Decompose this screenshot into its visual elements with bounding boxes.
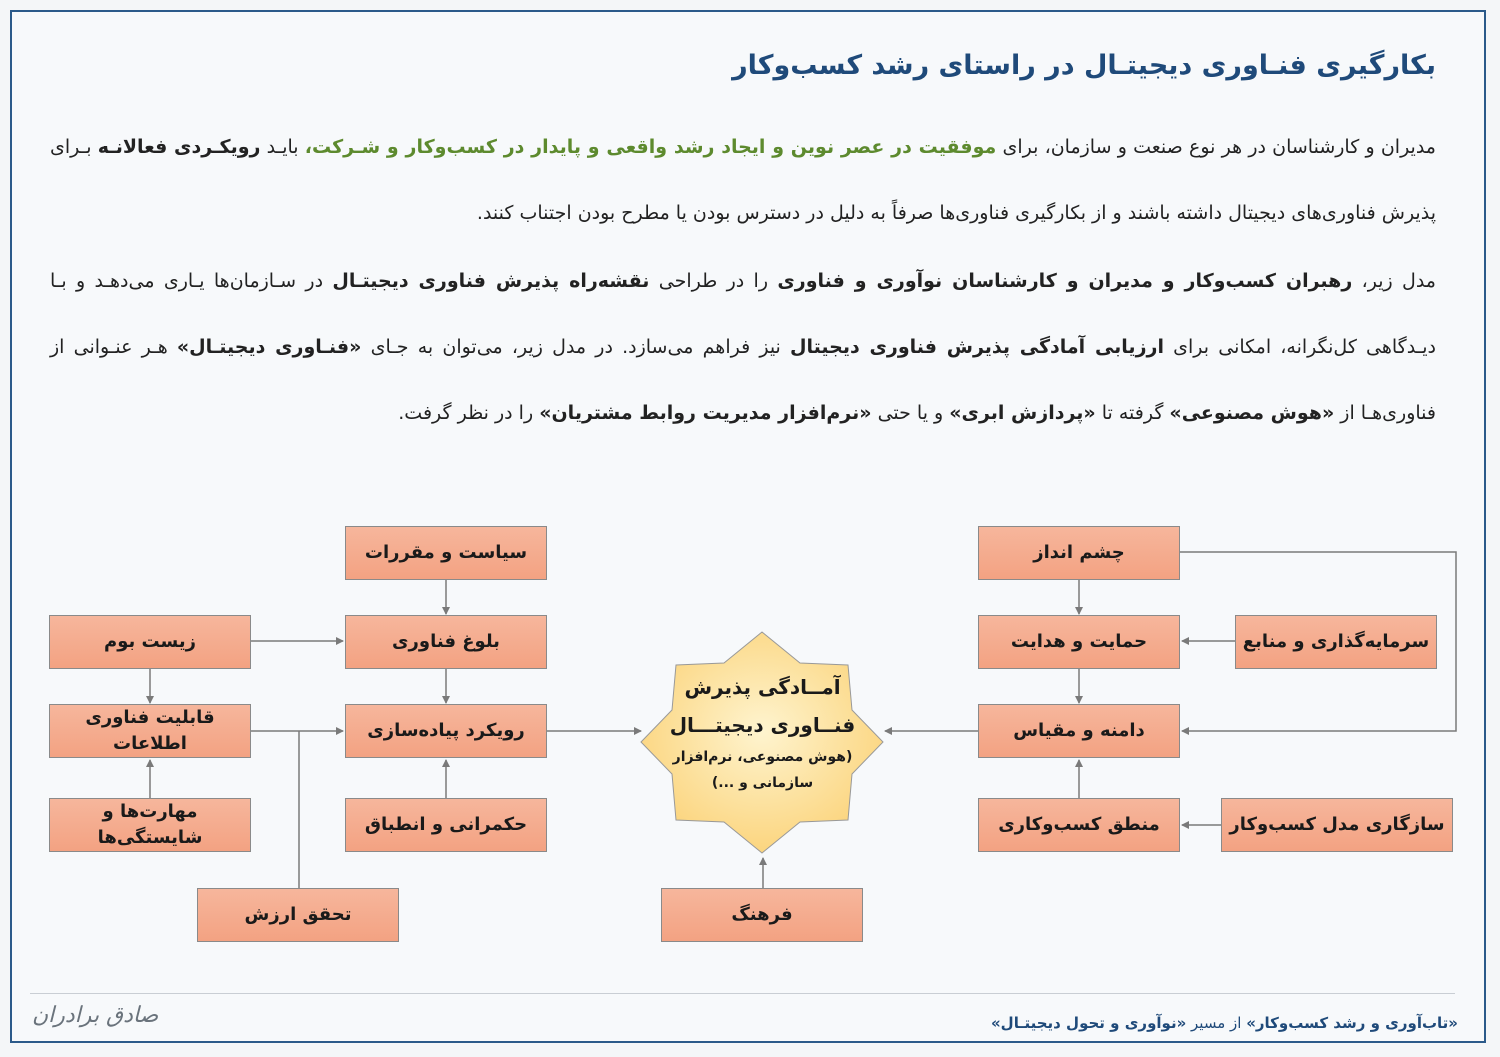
box-support-label: حمایت و هدایت <box>1010 631 1148 652</box>
box-support <box>978 615 1180 669</box>
box-investment <box>1235 615 1437 669</box>
center-line-2: فنــاوری دیجیتـــال <box>669 713 856 737</box>
box-value-realization <box>197 888 399 942</box>
p2-bold-crm: «نرم‌افزار مدیریت روابط مشتریان» <box>539 402 872 424</box>
box-skills-label-2: شایستگی‌ها <box>97 827 203 848</box>
box-implementation-label: رویکرد پیاده‌سازی <box>367 720 525 741</box>
p1-text-1: مدیران و کارشناسان در هر نوع صنعت و سازمان، برای <box>996 136 1436 158</box>
p1-highlight-success: موفقیت در عصر نوین و ایجاد رشد واقعی و پایدار در کسب‌وکار و شـرکت، <box>304 136 997 158</box>
readiness-label <box>655 668 870 796</box>
p2-bold-cloud: «پردازش ابری» <box>949 402 1096 424</box>
box-vision-label: چشم انداز <box>1033 542 1125 563</box>
p2-bold-digital-tech: «فنـاوری دیجیتـال» <box>176 336 362 358</box>
box-governance-label: حکمرانی و انطباق <box>364 814 528 835</box>
author-signature: صادق برادران <box>32 1003 159 1028</box>
box-value-label: تحقق ارزش <box>244 904 352 925</box>
box-business-logic-label: منطق کسب‌وکاری <box>998 814 1160 835</box>
box-investment-label: سرمایه‌گذاری و منابع <box>1242 631 1430 652</box>
box-skills <box>49 798 251 852</box>
p2-text-6: گرفته تا <box>1095 402 1170 424</box>
p2-text-3: در سـازمان‌ها یـاری می‌دهـد و بـا دیـدگاهی کل‌نگرانه، امکانی برای <box>50 270 1437 358</box>
box-culture <box>661 888 863 942</box>
box-it-capability-label: قابلیت فناوری اطلاعات <box>85 707 215 754</box>
footer-divider <box>30 993 1455 994</box>
box-implementation-approach <box>345 704 547 758</box>
page-title: بکارگیری فنـاوری دیجیتـال در راستای رشد کسب‌وکار <box>732 50 1436 81</box>
footer-part-1: «تاب‌آوری و رشد کسب‌وکار» <box>1246 1014 1458 1032</box>
box-model-fit-label: سازگاری مدل کسب‌وکار <box>1229 814 1445 835</box>
footer-caption <box>991 1014 1458 1032</box>
box-skills-label-1: مهارت‌ها و <box>102 801 198 822</box>
box-scope <box>978 704 1180 758</box>
p2-text-8: را در نظر گرفت. <box>398 402 540 424</box>
box-policy-label: سیاست و مقررات <box>364 542 528 563</box>
center-line-1: آمــادگی پذیرش <box>684 675 841 699</box>
p2-bold-assessment: ارزیابی آمادگی پذیرش فناوری دیجیتال <box>790 336 1164 358</box>
box-business-logic <box>978 798 1180 852</box>
p2-bold-roadmap: نقشه‌راه پذیرش فناوری دیجیتـال <box>332 270 650 292</box>
footer-part-2: از مسیر <box>1186 1014 1247 1032</box>
box-scope-label: دامنه و مقیاس <box>1013 720 1145 741</box>
box-culture-label: فرهنگ <box>731 904 793 925</box>
p2-text-5: هـر عنـوانی از فناوری‌هـا از <box>50 336 1436 424</box>
p2-bold-ai: «هوش مصنوعی» <box>1169 402 1335 424</box>
box-governance <box>345 798 547 852</box>
box-policy <box>345 526 547 580</box>
box-tech-maturity-label: بلوغ فناوری <box>392 631 500 652</box>
center-line-3: (هوش مصنوعی، نرم‌افزار <box>672 749 853 765</box>
footer-part-3: «نوآوری و تحول دیجیتـال» <box>990 1014 1187 1032</box>
p1-text-3: بـرای پذیرش فناوری‌های دیجیتال داشته باشند و از بکارگیری فناوری‌ها صرفاً به دلیل در دسترس بودن یا مطرح بودن اجتناب کنند. <box>50 136 1436 224</box>
box-ecosystem-label: زیست بوم <box>104 631 196 652</box>
p2-text-1: مدل زیر، <box>1352 270 1436 292</box>
box-ecosystem <box>49 615 251 669</box>
p2-text-2: را در طراحی <box>649 270 778 292</box>
center-line-4: سازمانی و ...) <box>711 775 814 791</box>
p1-bold-active-approach: رویکـردی فعالانـه <box>97 136 261 158</box>
p2-text-7: و یا حتی <box>871 402 950 424</box>
p2-text-4: نیز فراهم می‌سازد. در مدل زیر، می‌توان به جـای <box>361 336 791 358</box>
box-vision <box>978 526 1180 580</box>
p1-text-2: بایـد <box>260 136 305 158</box>
p2-bold-leaders: رهبران کسب‌وکار و مدیران و کارشناسان نوآوری و فناوری <box>777 270 1353 292</box>
box-business-model-fit <box>1221 798 1453 852</box>
box-it-capability <box>49 704 251 758</box>
box-tech-maturity <box>345 615 547 669</box>
